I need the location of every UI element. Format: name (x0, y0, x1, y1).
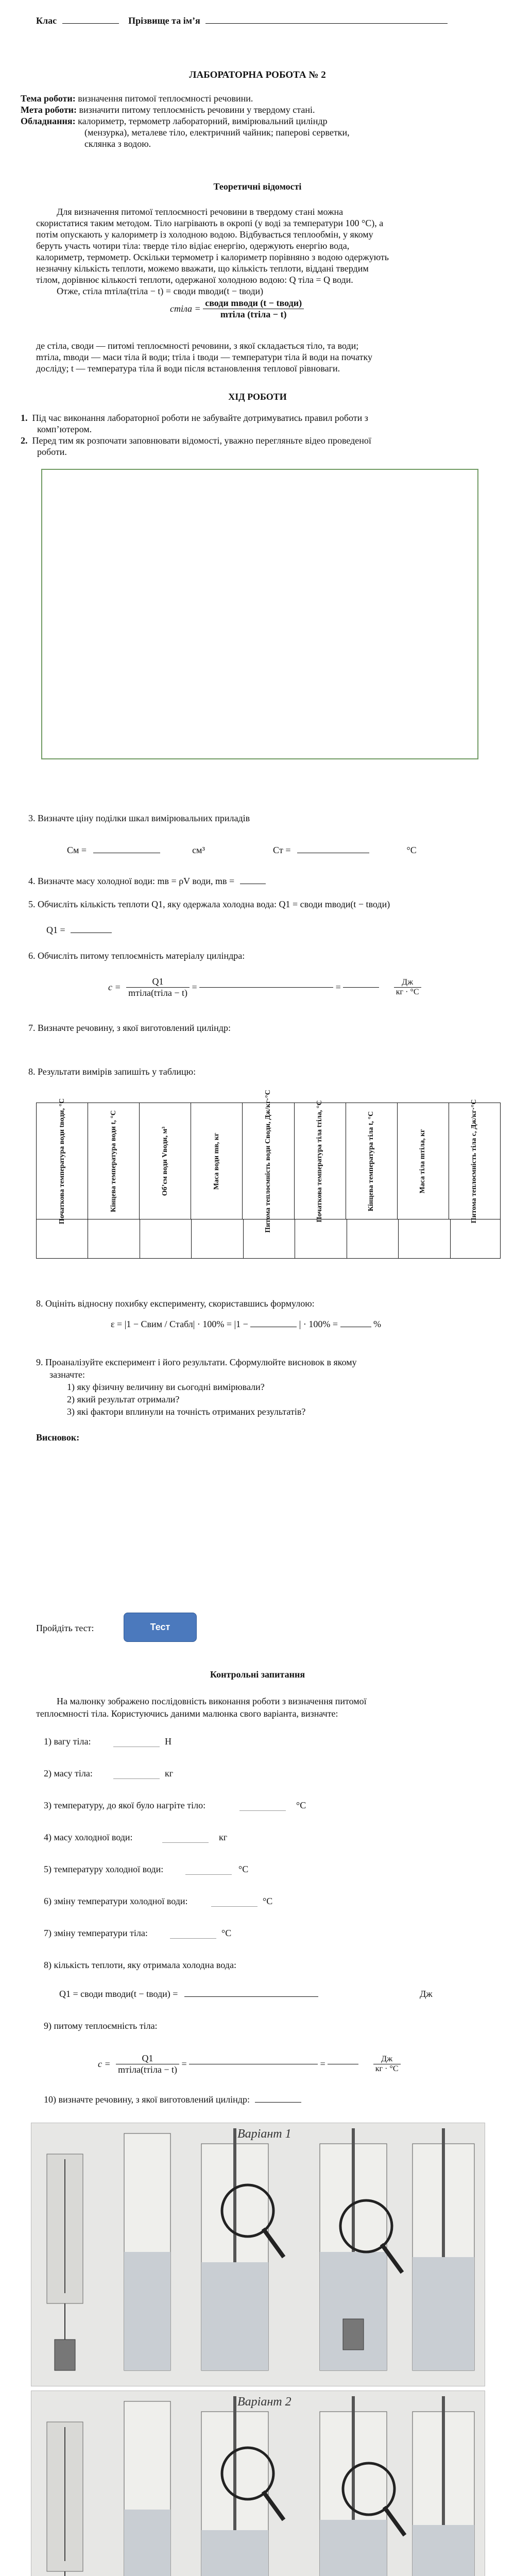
cq-9: 9) питому теплоємність тіла: (44, 2021, 158, 2031)
step-9-question-1: 1) яку фізичну величину ви сьогодні вимірювали? (67, 1382, 265, 1392)
cq-3-input[interactable] (239, 1798, 286, 1811)
cq-2-input[interactable] (113, 1766, 160, 1779)
step-2-line-1: Перед тим як розпочати заповнювати відомості, уважно перегляньте відео проведеної (32, 435, 371, 446)
control-intro-line-2: теплоємності тіла. Користуючись даними малюнка свого варіанта, визначте: (36, 1708, 338, 1719)
c-fraction (126, 976, 190, 998)
step-8: 8. Результати вимірів запишіть у таблицю: (28, 1066, 196, 1077)
cq-2-text: 2) масу тіла: (44, 1768, 93, 1778)
cq-3 (44, 1800, 306, 1811)
theory-line-2: скористатися таким методом. Тіло нагрівають в окропі (у воді за температури 100 °С), а (36, 218, 384, 228)
control-intro-line-1: На малюнку зображено послідовність виконання роботи з визначення питомої (57, 1696, 367, 1706)
cq-8-unit: Дж (420, 1989, 433, 1999)
step-2-line-2: роботи. (37, 447, 67, 457)
c-numerator: Q1 (126, 976, 190, 988)
q1-label: Q1 = (46, 925, 65, 935)
c-formula-row: c = $\frac{Q1}{\text{mтіла(tтіла − t)}}$ = = $\frac{Дж}{кг \cdot ^\circ С}$ (108, 976, 469, 1007)
equipment-label: Обладнання: (21, 116, 76, 126)
theory-line-3: потім опускають у калориметр із холодною водою. Відбувається теплообмін, у якому (36, 229, 373, 240)
cq-8-formula-row (59, 1989, 487, 1999)
cq-9-lhs: c = (98, 2059, 111, 2069)
theory-line-7: тілом, дорівнює кількості теплоти, одержаної холодною водою: Q тіла = Q води. (36, 275, 353, 285)
cylinder-in-water (343, 2319, 364, 2350)
header-row (36, 15, 479, 31)
procedure-steps-1-2: 1. Під час виконання лабораторної роботи не забувайте дотримуватись правил роботи з комп’ютером. 2. Перед тим як розпочати заповнювати відомості, уважно перегляньте відео проведеної роботи. (21, 412, 494, 457)
cq-10-text: 10) визначте речовину, з якої виготовлений циліндр: (44, 2094, 250, 2105)
cq-10 (44, 2094, 301, 2105)
step-9-line-2: зазначте: (49, 1369, 85, 1380)
cq-5-unit: °С (238, 1864, 249, 1874)
metal-cylinder (55, 2340, 75, 2370)
name-input-line[interactable] (205, 23, 448, 24)
theory-line-1: Для визначення питомої теплоємності речовини в твердому стані можна (57, 207, 344, 217)
step-6: 6. Обчисліть питому теплоємність матеріалу циліндра: (28, 951, 245, 961)
c-input[interactable] (199, 987, 333, 988)
calorimeter-3-water (413, 2257, 474, 2370)
table-cell[interactable] (88, 1219, 140, 1258)
cq-9-unit-num: Дж (373, 2055, 401, 2064)
cq-10-input[interactable] (255, 2102, 301, 2103)
topic-text: визначення питомої теплоємності речовини. (78, 93, 253, 104)
step-5: 5. Обчисліть кількість теплоти Q1, яку одержала холодна вода: Q1 = cводи mводи(t − tводи) (28, 899, 390, 909)
step-9 (36, 1356, 357, 1418)
cm-row (67, 845, 252, 856)
procedure-heading: ХІД РОБОТИ (228, 392, 287, 402)
epsilon-unit: % (373, 1319, 382, 1329)
cq-6 (44, 1896, 273, 1907)
c-unit (394, 978, 421, 997)
cq-2 (44, 1768, 174, 1779)
equipment-line-1: калориметр, термометр лабораторний, вимірювальний циліндр (78, 116, 328, 126)
epsilon-formula: ε = |1 − Cвим / Cтабл| · 100% = |1 − (111, 1319, 248, 1329)
th-water-initial-temp: Початкова температура води tводи, °С (37, 1103, 88, 1219)
ct-label: Cт = (273, 845, 291, 855)
variant-2-illustration (31, 2391, 485, 2576)
th-water-final-temp: Кінцева температура води t, °С (88, 1103, 140, 1219)
cq-8: 8) кількість теплоти, яку отримала холодна вода: (44, 1960, 236, 1970)
variant-1-illustration (31, 2123, 485, 2386)
calorimeter-1-water (201, 2262, 268, 2370)
cq-9-fraction (116, 2053, 179, 2075)
topic-label: Тема роботи: (21, 93, 76, 104)
step-1-line-2: комп’ютером. (37, 424, 92, 434)
goal-label: Мета роботи: (21, 105, 77, 115)
cq-1-input[interactable] (113, 1734, 160, 1747)
cq-9-formula-row: c = $\frac{Q1}{\text{mтіла(tтіла − t)}}$ = = $\frac{Дж}{кг \cdot ^\circ С}$ (98, 2053, 489, 2084)
cq-7-input[interactable] (170, 1926, 216, 1939)
theory-line-4: беруть участь чотири тіла: тверде тіло відіає енергію, одержують енергію вода, (36, 241, 350, 251)
c-unit-den: кг · °С (396, 988, 419, 996)
formula-denominator: mтіла (tтіла − t) (220, 309, 287, 319)
cq-8-input[interactable] (184, 1996, 318, 1997)
theory-paragraph (36, 206, 489, 297)
cq-4-input[interactable] (162, 1830, 209, 1843)
th-water-specific-heat: Питома теплоємність води Cводи, Дж/кг·°С (243, 1103, 294, 1219)
ct-unit: °С (406, 845, 417, 855)
notation-line-1: де cтіла, cводи — питомі теплоємності речовини, з якої складається тіло, та води; (36, 341, 359, 351)
step-7: 7. Визначте речовину, з якої виготовлений циліндр: (28, 1023, 231, 1033)
calorimeter-2-water (320, 2520, 387, 2576)
th-body-mass: Маса тіла mтіла, кг (398, 1103, 449, 1219)
ct-row (273, 845, 458, 856)
epsilon-end: | · 100% = (299, 1319, 338, 1329)
page-title: ЛАБОРАТОРНА РОБОТА № 2 (189, 70, 326, 80)
table-cell[interactable] (451, 1219, 500, 1258)
cq-8-formula: Q1 = cводи mводи(t − tводи) = (59, 1989, 178, 1999)
table-cell[interactable] (140, 1219, 192, 1258)
conclusion-area[interactable] (36, 1450, 479, 1600)
theory-line-5: калориметр, термометр. Оскільки термометр і калориметр порівняно з водою одержують (36, 252, 389, 262)
calorimeter-2-water (320, 2252, 387, 2370)
variant-2-label: Варіант 2 (237, 2395, 291, 2409)
formula-lhs: cтіла = (170, 303, 201, 314)
step-9-line-1: 9. Проаналізуйте експеримент і його результати. Сформулюйте висновок в якому (36, 1357, 357, 1367)
cq-5-text: 5) температуру холодної води: (44, 1864, 164, 1874)
th-body-final-temp: Кінцева температура тіла t, °С (346, 1103, 398, 1219)
cq-9-denominator: mтіла(tтіла − t) (118, 2064, 177, 2075)
cq-6-unit: °С (263, 1896, 273, 1906)
class-label: Клас (36, 15, 57, 26)
variant-2-drawing (31, 2391, 485, 2576)
goal-text: визначити питому теплоємність речовини у твердому стані. (79, 105, 315, 115)
notation-line-2: mтіла, mводи — маси тіла й води; tтіла і tводи — температури тіла й води на початку (36, 352, 372, 362)
q1-row (46, 925, 112, 936)
cq-9-unit-den: кг · °С (375, 2064, 399, 2073)
test-label: Пройдіть тест: (36, 1623, 94, 1633)
formula-specific-heat (170, 298, 376, 327)
formula-numerator: cводи mводи (t − tводи) (203, 298, 304, 309)
notation-line-3: досліду; t — температура тіла й води після встановлення теплової рівноваги. (36, 363, 340, 374)
cq-9-unit (373, 2055, 401, 2074)
th-body-initial-temp: Початкова температура тіла tтіла, °С (295, 1103, 346, 1219)
cq-3-unit: °С (296, 1800, 306, 1810)
name-label: Прізвище та ім’я (128, 15, 200, 26)
variant-1-label: Варіант 1 (237, 2127, 291, 2141)
table-header-row (37, 1089, 500, 1233)
calorimeter-1-water (201, 2530, 268, 2576)
calorimeter-3-water (413, 2525, 474, 2576)
step-3: 3. Визначте ціну поділки шкал вимірювальних приладів (28, 813, 250, 823)
cq-2-unit: кг (165, 1768, 174, 1778)
formula-heat-balance: Отже, cтіла mтіла(tтіла − t) = cводи mводи(t − tводи) (57, 286, 264, 296)
cq-6-input[interactable] (211, 1894, 258, 1907)
cq-3-text: 3) температуру, до якої було нагріте тіло: (44, 1800, 206, 1810)
c-label: c = (108, 982, 121, 992)
step-9-question-3: 3) які фактори вплинули на точність отриманих результатів? (67, 1406, 306, 1417)
magnifier-2-handle (384, 2507, 405, 2535)
meta-block (21, 93, 484, 149)
table-cell[interactable] (399, 1219, 450, 1258)
cq-9-numerator: Q1 (116, 2053, 179, 2064)
variant-1-drawing (31, 2123, 485, 2386)
th-body-specific-heat: Питома теплоємність тіла c, Дж/кг·°С (470, 1099, 478, 1223)
cylinder-water (124, 2510, 170, 2576)
cq-7-unit: °С (221, 1928, 232, 1938)
table-cell[interactable] (347, 1219, 399, 1258)
theory-heading: Теоретичні відомості (213, 181, 302, 192)
equipment-line-2: (мензурка), металеве тіло, електричний чайник; паперові серветки, (84, 127, 350, 138)
cm-unit: см³ (192, 845, 205, 855)
cq-1-unit: Н (165, 1736, 171, 1747)
theory-notation (36, 340, 489, 374)
cq-7 (44, 1928, 232, 1939)
th-water-volume: Об’єм води Vводи, м³ (140, 1103, 191, 1219)
cq-1-text: 1) вагу тіла: (44, 1736, 91, 1747)
step-4-row (28, 876, 266, 887)
class-input-line[interactable] (62, 23, 119, 24)
c-unit-num: Дж (394, 978, 421, 988)
epsilon-row (111, 1319, 471, 1330)
cq-6-text: 6) зміну температури холодної води: (44, 1896, 188, 1906)
table-cell[interactable] (37, 1219, 88, 1258)
cq-4-unit: кг (219, 1832, 228, 1842)
step-1-line-1: Під час виконання лабораторної роботи не забувайте дотримуватись правил роботи з (32, 413, 368, 423)
step-8b: 8. Оцініть відносну похибку експерименту, скориставшись формулою: (36, 1298, 315, 1309)
cm-label: Cм = (67, 845, 87, 855)
formula-fraction (203, 298, 304, 320)
th-water-mass: Маса води mв, кг (191, 1103, 243, 1219)
theory-line-6: незначну кількість теплоти, можемо вважати, що кількість теплоти, віддані твердим (36, 263, 369, 274)
test-button[interactable]: Тест (124, 1613, 197, 1642)
cq-5-input[interactable] (185, 1862, 232, 1875)
cq-7-text: 7) зміну температури тіла: (44, 1928, 148, 1938)
table-cell[interactable] (295, 1219, 347, 1258)
video-frame[interactable] (41, 469, 478, 759)
control-intro (36, 1695, 489, 1720)
conclusion-label: Висновок: (36, 1432, 80, 1443)
equipment-line-3: склянка з водою. (84, 139, 151, 149)
cq-1 (44, 1736, 171, 1747)
cylinder-water (124, 2252, 170, 2370)
table-cell[interactable] (192, 1219, 243, 1258)
control-heading: Контрольні запитання (210, 1669, 305, 1680)
cq-4-text: 4) масу холодної води: (44, 1832, 133, 1842)
cq-4 (44, 1832, 228, 1843)
cq-5 (44, 1864, 249, 1875)
step-4: 4. Визначте масу холодної води: mв = ρV води, mв = (28, 876, 235, 886)
step-9-question-2: 2) який результат отримали? (67, 1394, 180, 1404)
c-denominator: mтіла(tтіла − t) (128, 988, 187, 998)
results-table (36, 1089, 501, 1259)
c-result-input[interactable] (343, 987, 379, 988)
